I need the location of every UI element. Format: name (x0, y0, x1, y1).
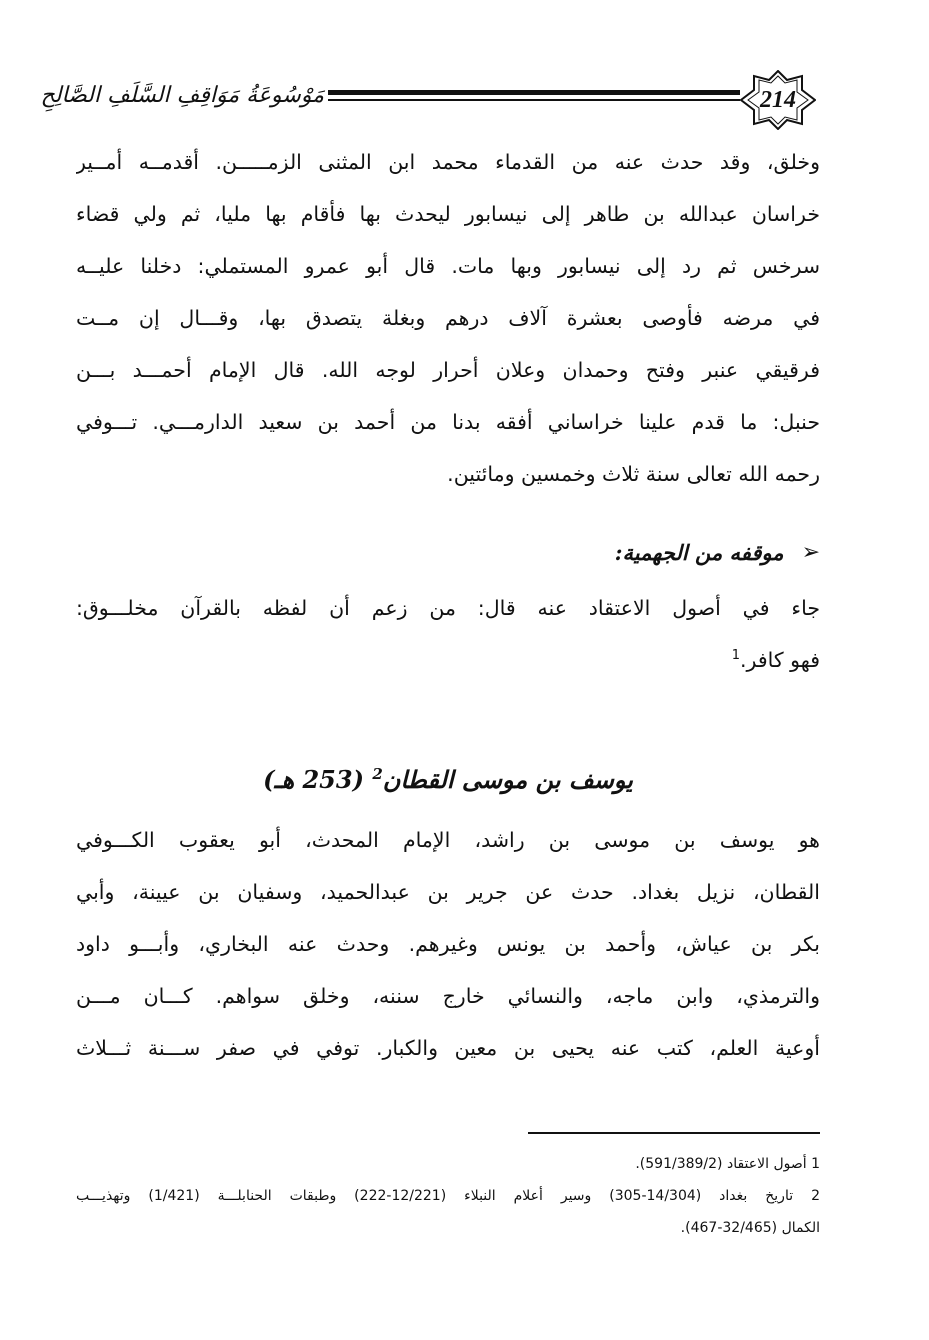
text-line: أوعية العلم، كتب عنه يحيى بن معين والكبار. توفي في صفر ســـنة ثـــلاث (76, 1036, 820, 1060)
arrow-bullet-icon: ➢ (801, 539, 820, 565)
header-rule-thick (328, 90, 740, 95)
footnote-1: 1 أصول الاعتقاد (591/389/2). (635, 1156, 820, 1172)
text-line: بكر بن عياش، وأحمد بن يونس وغيرهم. وحدث عنه البخاري، وأبـــو داود (76, 932, 820, 956)
text-line: حنبل: ما قدم علينا خراساني أفقه بدنا من أحمد بن سعيد الدارمـــي. تـــوفي (76, 410, 820, 434)
heading-text: موقفه من الجهمية: (614, 539, 784, 565)
header-rule-thin (328, 99, 740, 101)
text-segment: فهو كافر. (740, 648, 820, 672)
text-line: والترمذي، وابن ماجه، والنسائي خارج سننه، وخلق سواهم. كـــان مـــن (76, 984, 820, 1008)
book-title: مَوْسُوعَةُ مَوَاقِفِ السَّلَفِ الصَّالِحِ (40, 83, 324, 108)
paragraph-jahmiyya-position (76, 582, 820, 686)
text-line: فرقيقي عنبر وفتح وحمدان وعلان أحرار لوجه الله. قال الإمام أحمـــد بـــن (76, 358, 820, 382)
page-number: 214 (760, 87, 796, 113)
text-line: القطان، نزيل بغداد. حدث عن جرير بن عبدالحميد، وسفيان بن عيينة، وأبي (76, 880, 820, 904)
text-line: هو يوسف بن موسى بن راشد، الإمام المحدث، أبو يعقوب الكـــوفي (76, 828, 820, 852)
footnote-reference: 2 (372, 765, 383, 783)
footnote-2-line-1: 2 تاريخ بغداد (14/304-305) وسير أعلام النبلاء (12/221-222) وطبقات الحنابلـــة (1/421) وتهذيـــب (76, 1188, 820, 1204)
footnote-reference: 1 (731, 648, 740, 664)
text-line: خراسان عبدالله بن طاهر إلى نيسابور ليحدث بها فأقام بها مليا، ثم ولي قضاء (76, 202, 820, 226)
text-line: في مرضه فأوصى بعشرة آلاف درهم وبغلة يتصدق بها، وقـــال إن مــت (76, 306, 820, 330)
biography-title (76, 756, 820, 804)
text-line (76, 634, 820, 686)
page-header (40, 62, 818, 132)
biography-year: (253 هـ) (263, 765, 364, 794)
biography-name: يوسف بن موسى القطان (382, 765, 633, 794)
footnote-2-line-2: الكمال (32/465-467). (680, 1220, 820, 1236)
paragraph-darimi-bio (76, 136, 820, 500)
text-line: رحمه الله تعالى سنة ثلاث وخمسين ومائتين. (447, 462, 820, 486)
text-line: سرخس ثم رد إلى نيسابور وبها مات. قال أبو عمرو المستملي: دخلنا عليــه (76, 254, 820, 278)
text-line: جاء في أصول الاعتقاد عنه قال: من زعم أن لفظه بالقرآن مخلـــوق: (76, 596, 820, 620)
footnote-separator (528, 1132, 820, 1134)
paragraph-qattan-bio (76, 814, 820, 1074)
section-heading (76, 532, 820, 572)
page-number-badge (740, 70, 816, 130)
footnotes (76, 1148, 820, 1244)
text-line: وخلق، وقد حدث عنه من القدماء محمد ابن المثنى الزمـــــن. أقدمــه أمــير (76, 150, 820, 174)
